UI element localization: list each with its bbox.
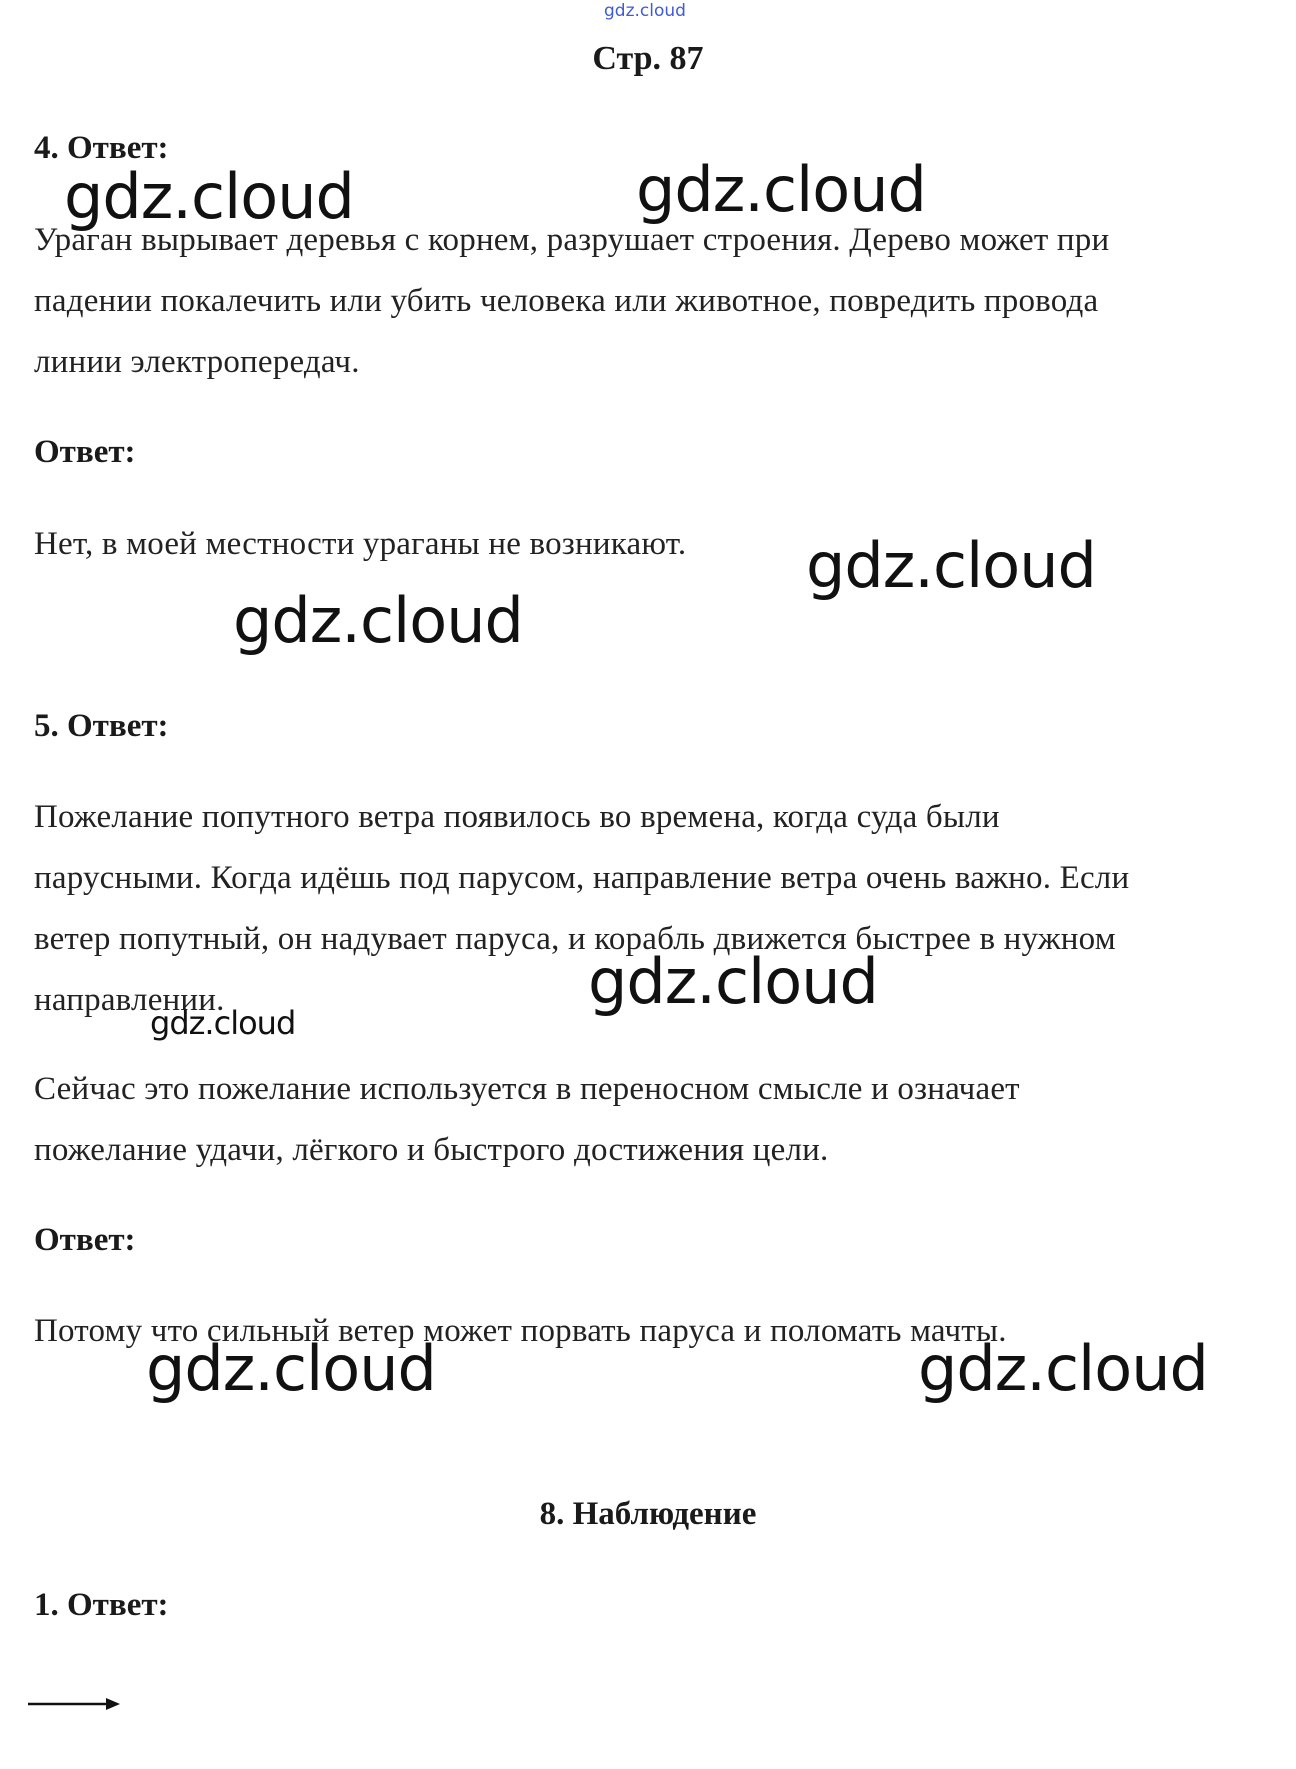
q4-sub-text: Нет, в моей местности ураганы не возникают.: [34, 526, 687, 562]
watermark: gdz.cloud: [64, 160, 354, 233]
watermark: gdz.cloud: [588, 945, 878, 1018]
q5-sub-label: Ответ:: [34, 1222, 136, 1258]
q4-text-line: падении покалечить или убить человека или животное, повредить провода: [34, 283, 1099, 319]
q5-para2-line: Сейчас это пожелание используется в переносном смысле и означает: [34, 1071, 1020, 1107]
watermark: gdz.cloud: [636, 153, 926, 226]
q4-text-line: Ураган вырывает деревья с корнем, разрушает строения. Дерево может при: [34, 222, 1110, 258]
section-heading: 8. Наблюдение: [539, 1496, 757, 1532]
q5-para1-line: ветер попутный, он надувает паруса, и корабль движется быстрее в нужном: [34, 921, 1116, 957]
watermark: gdz.cloud: [918, 1332, 1208, 1405]
q4-label: 4. Ответ:: [34, 130, 169, 166]
q5-para1-line: направлении.: [34, 982, 225, 1018]
q5-label: 5. Ответ:: [34, 708, 169, 744]
page-title: Стр. 87: [592, 40, 704, 77]
watermark: gdz.cloud: [233, 584, 523, 657]
q5-para1-line: Пожелание попутного ветра появилось во времена, когда суда были: [34, 799, 1000, 835]
q5-para2-line: пожелание удачи, лёгкого и быстрого достижения цели.: [34, 1132, 829, 1168]
q4-sub-label: Ответ:: [34, 434, 136, 470]
q5-sub-text: Потому что сильный ветер может порвать паруса и поломать мачты.: [34, 1313, 1007, 1349]
q5-para1-line: парусными. Когда идёшь под парусом, направление ветра очень важно. Если: [34, 860, 1130, 896]
watermark-top: gdz.cloud: [604, 1, 686, 21]
watermark: gdz.cloud: [150, 1004, 296, 1042]
q1-label: 1. Ответ:: [34, 1587, 169, 1623]
q4-text-line: линии электропередач.: [34, 344, 360, 380]
watermark: gdz.cloud: [806, 529, 1096, 602]
watermark: gdz.cloud: [146, 1332, 436, 1405]
right-arrow-icon: [28, 1696, 120, 1712]
